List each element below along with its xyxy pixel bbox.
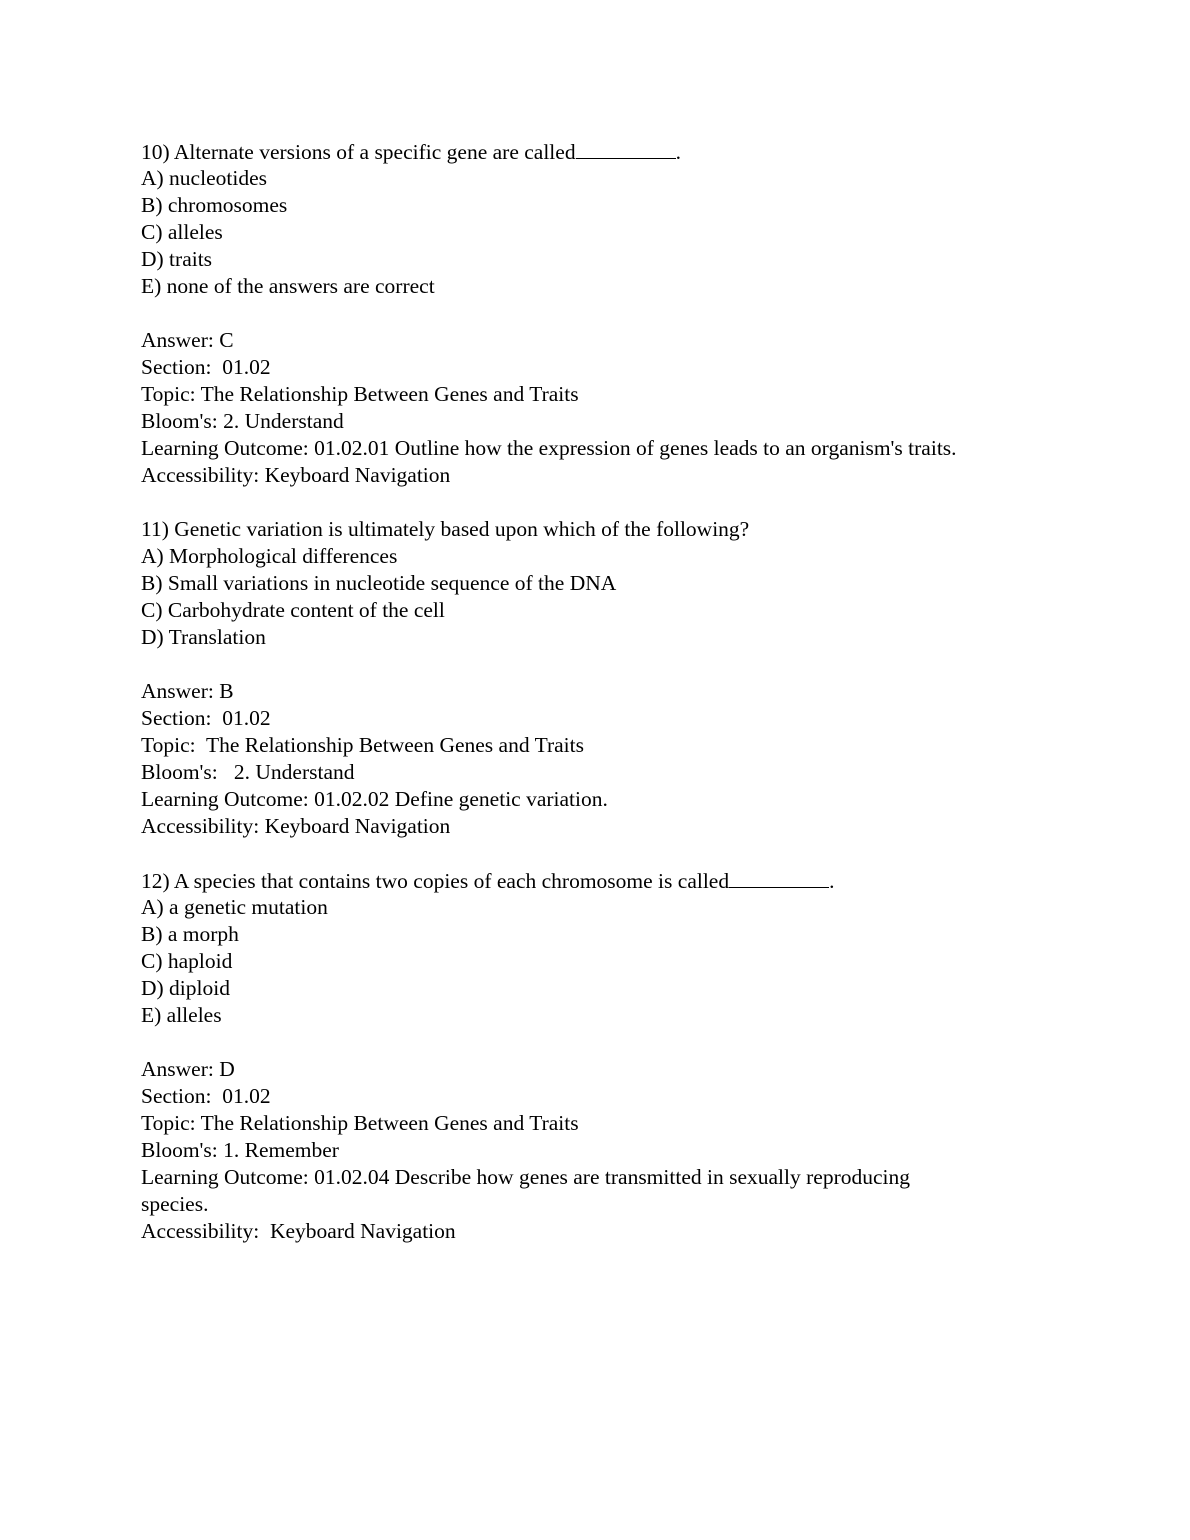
accessibility: Accessibility: Keyboard Navigation	[141, 463, 451, 487]
option: E) alleles	[141, 1003, 222, 1027]
learning-outcome: Learning Outcome: 01.02.01 Outline how the expression of genes leads to an organism's traits.	[141, 436, 957, 460]
section: Section: 01.02	[141, 355, 271, 379]
learning-outcome-continued: species.	[141, 1192, 209, 1216]
question-prompt: 10) Alternate versions of a specific gene are called .	[141, 140, 681, 164]
topic: Topic: The Relationship Between Genes and Traits	[141, 733, 584, 757]
option: B) Small variations in nucleotide sequence of the DNA	[141, 571, 617, 595]
option: C) haploid	[141, 949, 233, 973]
option: D) Translation	[141, 625, 266, 649]
option: D) traits	[141, 247, 213, 271]
question-prompt: 11) Genetic variation is ultimately based upon which of the following?	[141, 517, 750, 541]
answer: Answer: D	[141, 1057, 235, 1081]
learning-outcome: Learning Outcome: 01.02.02 Define genetic variation.	[141, 787, 608, 811]
option: C) alleles	[141, 220, 223, 244]
option: C) Carbohydrate content of the cell	[141, 598, 445, 622]
section: Section: 01.02	[141, 706, 271, 730]
question-10	[141, 138, 1041, 489]
option: A) a genetic mutation	[141, 895, 328, 919]
learning-outcome: Learning Outcome: 01.02.04 Describe how genes are transmitted in sexually reproducing	[141, 1165, 910, 1189]
question-prompt: 12) A species that contains two copies of each chromosome is called .	[141, 869, 835, 893]
topic: Topic: The Relationship Between Genes and Traits	[141, 1111, 579, 1135]
option: B) a morph	[141, 922, 239, 946]
accessibility: Accessibility: Keyboard Navigation	[141, 814, 451, 838]
question-12	[141, 867, 1041, 1245]
question-11	[141, 516, 1041, 840]
blooms: Bloom's: 2. Understand	[141, 409, 344, 433]
fill-in-blank	[576, 138, 676, 159]
option: D) diploid	[141, 976, 230, 1000]
option: A) Morphological differences	[141, 544, 398, 568]
option: B) chromosomes	[141, 193, 288, 217]
document-page	[141, 138, 1041, 1245]
option: A) nucleotides	[141, 166, 267, 190]
section: Section: 01.02	[141, 1084, 271, 1108]
accessibility: Accessibility: Keyboard Navigation	[141, 1219, 456, 1243]
fill-in-blank	[729, 867, 829, 888]
topic: Topic: The Relationship Between Genes and Traits	[141, 382, 579, 406]
answer: Answer: C	[141, 328, 234, 352]
blooms: Bloom's: 2. Understand	[141, 760, 355, 784]
answer: Answer: B	[141, 679, 234, 703]
blooms: Bloom's: 1. Remember	[141, 1138, 339, 1162]
option: E) none of the answers are correct	[141, 274, 435, 298]
